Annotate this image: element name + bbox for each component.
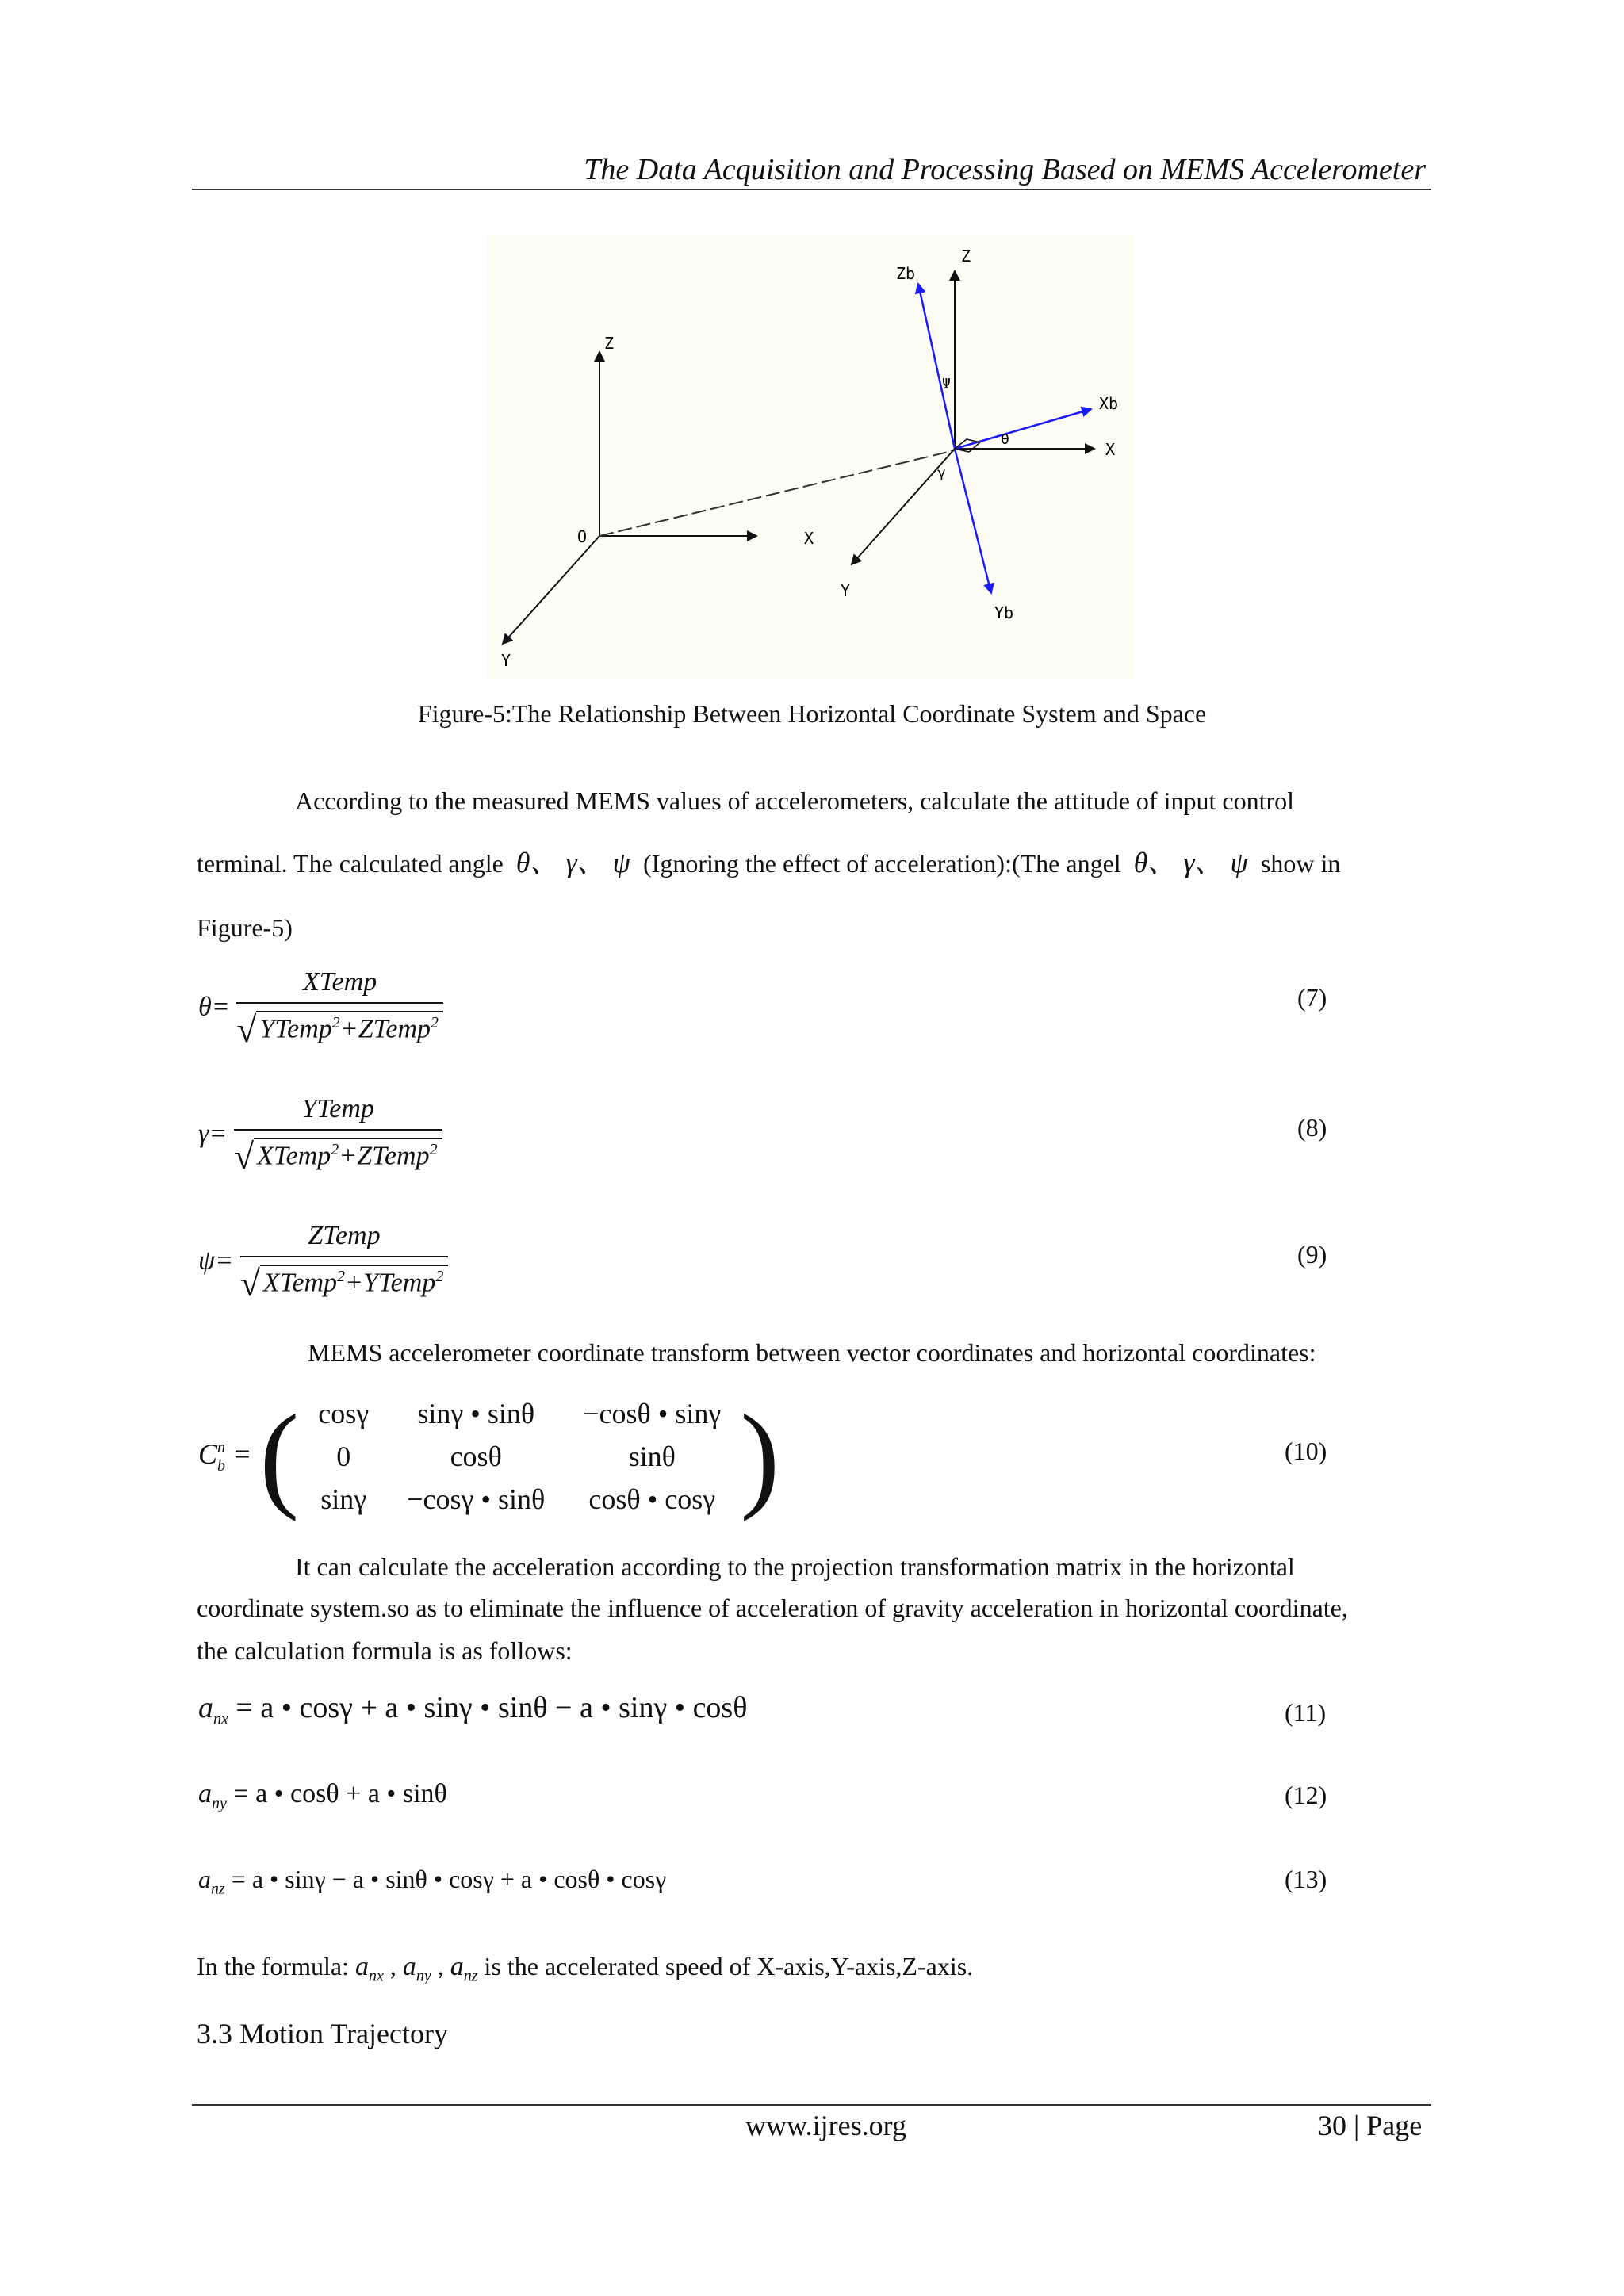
label-xb: Xb [1099,394,1119,413]
figure-5 [487,235,1134,679]
rotation-matrix [299,1392,740,1521]
label-theta: θ [1001,431,1009,448]
equation-8-number: (8) [1297,1113,1327,1142]
equation-12-number: (12) [1285,1781,1327,1809]
label-y-left: Y [501,651,511,670]
eq12-text: = a • cosθ + a • sinθ [233,1779,447,1808]
p1-text-b: (Ignoring the effect of acceleration):(The angel [643,849,1121,878]
matrix-cell: −cosγ • sinθ [407,1483,546,1515]
paragraph-4: In the formula: $a_{nx}$ , $a_{ny}$ , $a_{nz}$ is the accelerated speed of X-axis,Y-axis,Z-axis. [197,1952,974,1985]
label-z-left: Z [604,334,615,353]
equation-12: $a_{ny} = a$ • cosθ + a • sinθ [198,1779,447,1812]
angle-symbols-1: θ、 γ、 ψ [515,847,631,878]
figure-caption: Figure-5:The Relationship Between Horizontal Coordinate System and Space [417,699,1207,728]
footer-page-number: 30 | Page [1318,2110,1423,2141]
matrix-cell: −cosθ • sinγ [583,1398,722,1429]
matrix-row [299,1435,740,1478]
eq7-lhs: θ= [198,992,230,1022]
paragraph-2: MEMS accelerometer coordinate transform between vector coordinates and horizontal coordinates: [308,1338,1316,1367]
matrix-cell: 0 [336,1441,351,1472]
equation-10: $C^n_b$ = ( cosγ sinγ • sinθ −cosθ • sinγ 0 cosθ sinθ sinγ −cosγ • sinθ cosθ • cosγ ) [198,1391,780,1522]
paragraph-1-line-1: According to the measured MEMS values of accelerometers, calculate the attitude of input control [295,786,1294,815]
equation-9-number: (9) [1297,1240,1327,1269]
paragraph-1-line-3: Figure-5) [197,913,293,942]
section-heading: 3.3 Motion Trajectory [197,2018,449,2049]
eq10-lhs: C [198,1438,218,1471]
eq7-numerator: XTemp [303,967,377,997]
p1-text-a: terminal. The calculated angle [197,849,504,878]
matrix-cell: sinγ • sinθ [417,1398,535,1429]
matrix-row [299,1392,740,1435]
equation-13-number: (13) [1285,1865,1327,1893]
eq7-den-a: YTemp [259,1014,332,1043]
matrix-cell: cosγ [318,1398,370,1429]
matrix-cell: cosθ • cosγ [588,1483,716,1515]
p4-text-a: In the formula: [197,1952,349,1980]
matrix-cell: sinγ [320,1483,367,1515]
connecting-dashed-line [599,450,955,536]
footer-rule [192,2104,1431,2106]
label-x-mid: X [804,529,814,548]
xb-axis [955,409,1091,449]
eq9-lhs: ψ= [198,1246,234,1276]
footer-site-link[interactable]: www.ijres.org [745,2110,906,2141]
label-psi: Ψ [942,376,951,392]
eq8-den-a: XTemp [257,1141,331,1170]
eq8-lhs: γ= [198,1119,228,1149]
eq9-den-a: XTemp [262,1268,338,1297]
equation-7: θ= $\frac{\text{XTemp}}{√ YTemp^2+ZTemp^2}$ [198,967,443,1050]
equation-7-number: (7) [1297,983,1327,1012]
eq8-den-b: +ZTemp [339,1141,430,1170]
paragraph-3-line-3: the calculation formula is as follows: [197,1636,573,1665]
eq8-numerator: YTemp [301,1094,374,1123]
paragraph-3-line-2: coordinate system.so as to eliminate the influence of acceleration of gravity acceleration in horizontal coordinate, [197,1594,1348,1622]
zb-axis [918,284,955,449]
p4-text-b: is the accelerated speed of X-axis,Y-axis,Z-axis. [484,1952,974,1980]
eq7-den-b: +ZTemp [339,1014,431,1043]
label-gamma: γ [937,465,946,481]
matrix-cell: cosθ [450,1441,502,1472]
label-zb: Zb [896,264,916,283]
label-o: O [577,527,588,546]
matrix-row [299,1478,740,1521]
eq11-text: = a • cosγ + a • sinγ • sinθ − a • sinγ • cosθ [236,1691,748,1724]
angle-symbols-2: θ、 γ、 ψ [1133,847,1248,878]
header-rule [192,189,1431,190]
eq9-numerator: ZTemp [308,1221,381,1250]
equation-11-number: (11) [1285,1698,1327,1727]
yb-axis [955,449,991,593]
equation-13: $a_{nz} = a$ • sinγ − a • sinθ • cosγ + a • cosθ • cosγ [198,1865,667,1898]
eq9-den-b: +YTemp [345,1268,436,1297]
label-x-right: X [1105,440,1116,459]
equation-11: $a_{nx} = a$ • cosγ + a • sinγ • sinθ − a • sinγ • cosθ [198,1691,748,1728]
eq13-text: = a • sinγ − a • sinθ • cosγ + a • cosθ • cosγ [231,1865,667,1893]
paragraph-1-line-2 [197,847,1340,879]
equation-8: γ= $\frac{\text{YTemp}}{√ XTemp^2+ZTemp^2}$ [198,1094,442,1177]
equation-10-number: (10) [1285,1437,1327,1465]
paragraph-3-line-1: It can calculate the acceleration according to the projection transformation matrix in the horizontal [295,1552,1295,1581]
label-yb: Yb [994,603,1014,622]
coordinate-diagram [487,235,1134,679]
matrix-cell: sinθ [628,1441,676,1472]
label-y-right: Y [841,581,851,600]
label-z-right: Z [961,247,971,266]
running-header: The Data Acquisition and Processing Based on MEMS Accelerometer [584,153,1426,186]
left-y-axis [503,536,599,644]
equation-9: ψ= $\frac{\text{ZTemp}}{√ XTemp^2+YTemp^2}$ [198,1221,448,1304]
p1-text-c: show in [1260,849,1341,878]
